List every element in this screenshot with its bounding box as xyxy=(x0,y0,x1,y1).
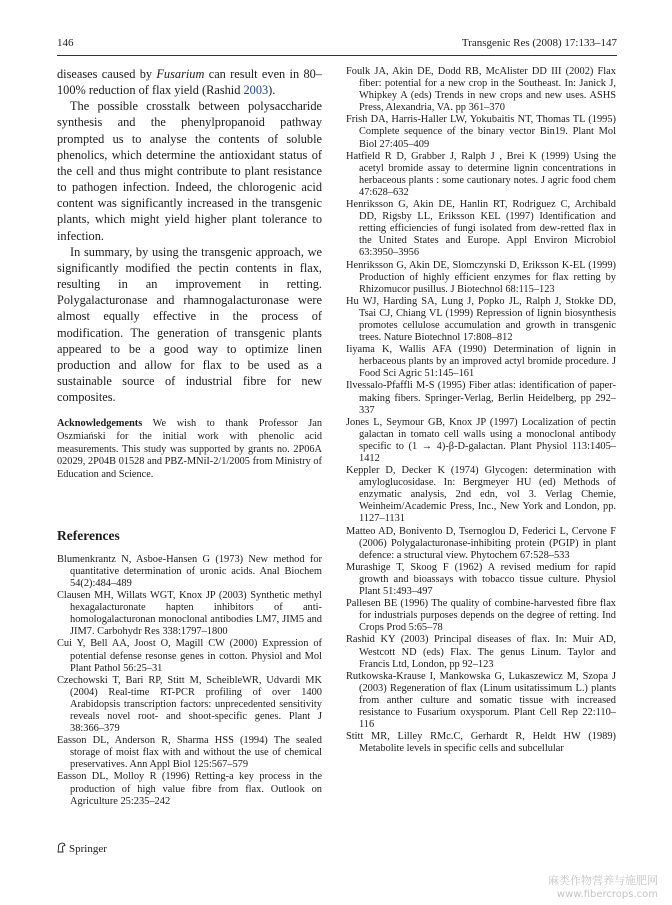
left-column xyxy=(57,66,322,808)
reference-item: Clausen MH, Willats WGT, Knox JP (2003) Synthetic methyl hexagalacturonate hapten inhibitors of anti-homologalacturonan monoclonal antibodies LM7, JIM5 and JIM7. Carbohydr Res 338:1797–1800 xyxy=(57,590,322,638)
page-number: 146 xyxy=(57,37,74,49)
reference-item: Keppler D, Decker K (1974) Glycogen: determination with amyloglucosidase. In: Bergmeyer HU (ed) Methods of enzymatic analysis, 2nd edn, vol 3. Verlag Chemie, Weinheim/Academic Press, Inc., New York and London, pp. 1127–1131 xyxy=(346,465,616,525)
paragraph-1: diseases caused by Fusarium can result even in 80–100% reduction of flax yield (Rashid 2003). xyxy=(57,67,323,98)
acknowledgements-text: We wish to thank Professor Jan Oszmiański for the initial work with phenolic acid measurements. This study was supported by grants no. 2P06A 02029, 2P04B 01528 and PBZ-MNiI-2/1/2005 from Ministry of Education and Science. xyxy=(57,418,322,481)
publisher-name: Springer xyxy=(69,843,107,855)
reference-item: Easson DL, Molloy R (1996) Retting-a key process in the production of high value fibre from flax. Outlook on Agriculture 25:235–242 xyxy=(57,771,322,807)
reference-item: Matteo AD, Bonivento D, Tsernoglou D, Federici L, Cervone F (2006) Polygalacturonase-inhibiting protein (PGIP) in plant defence: a structural view. Phytochem 67:528–533 xyxy=(346,525,616,561)
references-heading: References xyxy=(57,527,120,543)
reference-item: Hu WJ, Harding SA, Lung J, Popko JL, Ralph J, Stokke DD, Tsai CJ, Chiang VL (1999) Repression of lignin biosynthesis promotes cellulose accumulation and growth in transgenic trees. Nature Biotechnol 17:808–812 xyxy=(346,295,616,344)
references-list-left xyxy=(57,554,322,808)
reference-item: Iiyama K, Wallis AFA (1990) Determination of lignin in herbaceous plants by an improved actyl bromide procedure. J Food Sci Agric 51:145–161 xyxy=(346,344,616,380)
paragraph-2: The possible crosstalk between polysaccharide synthesis and the phenylpropanoid pathway prompted us to analyse the contents of soluble phenolics, which determine the antioxidant status of the cell and thus might contribute to plant resistance to pathogen infection. Indeed, the chlorogenic acid content was significantly increased in the transgenic plants, which might yield higher plant tolerance to infection. xyxy=(57,99,322,243)
paragraph-3: In summary, by using the transgenic approach, we significantly modified the pectin contents in flax, resulting in an improvement in retting. Polygalacturonase and rhamnogalacturonase were almost equally effective in the process of modification. The generation of transgenic plants appeared to be a good way to optimize linen production and allow for flax to be used as a sustainable source of industrial fibre for new composites. xyxy=(57,244,322,405)
references-list-right xyxy=(346,66,616,755)
reference-item: Jones L, Seymour GB, Knox JP (1997) Localization of pectin galactan in tomato cell walls using a monoclonal antibody specific to (1 → 4)-β-D-galactan. Plant Physiol 113:1405–1412 xyxy=(346,416,616,464)
springer-horse-logo-icon xyxy=(57,842,66,853)
reference-item: Czechowski T, Bari RP, Stitt M, ScheibleWR, Udvardi MK (2004) Real-time RT-PCR profiling of over 1400 Arabidopsis transcription factors: unprecedented sensitivity reveals novel root- and shoot-specific genes. Plant J 38:366–379 xyxy=(57,674,322,735)
reference-item: Frish DA, Harris-Haller LW, Yokubaitis NT, Thomas TL (1995) Complete sequence of the binary vector Bin19. Plant Mol Biol 27:405–409 xyxy=(346,114,616,150)
watermark-url: www.fibercrops.com xyxy=(556,889,658,900)
journal-citation: Transgenic Res (2008) 17:133–147 xyxy=(461,37,617,49)
reference-item: Rashid KY (2003) Principal diseases of flax. In: Muir AD, Westcott ND (eds) Flax. The genus Linum. Taylor and Francis Ltd, London, pp 92–123 xyxy=(346,634,616,670)
reference-item: Blumenkrantz N, Asboe-Hansen G (1973) New method for quantitative determination of uronic acids. Anal Biochem 54(2):484–489 xyxy=(57,553,322,589)
genus-name: Fusarium xyxy=(156,67,205,81)
reference-item: Ilvessalo-Pfaffli M-S (1995) Fiber atlas: identification of paper-making fibers. Springer-Verlag, Berlin Heidelberg, pp 292–337 xyxy=(346,380,616,416)
discussion-body xyxy=(57,66,322,482)
right-column xyxy=(346,66,616,755)
reference-item: Henriksson G, Akin DE, Hanlin RT, Rodriguez C, Archibald DD, Rigsby LL, Eriksson KEL (1997) Identification and retting efficiencies of fungi isolated from dew-retted flax in the United States and Europe. Appl Environ Microbiol 63:3950–3956 xyxy=(346,199,616,259)
reference-item: Rutkowska-Krause I, Mankowska G, Lukaszewicz M, Szopa J (2003) Regeneration of flax (Linum usitatissimum L.) plants from anther culture and somatic tissue with increased resistance to Fusarium oxysporum. Plant Cell Rep 22:110–116 xyxy=(346,670,616,731)
reference-item: Henriksson G, Akin DE, Slomczynski D, Eriksson K-EL (1999) Production of highly efficient enzymes for flax retting by Rhizomucor pusillus. J Biotechnol 68:115–123 xyxy=(346,259,616,295)
reference-item: Cui Y, Bell AA, Joost O, Magill CW (2000) Expression of potential defense resonse genes in cotton. Physiol and Mol Plant Pathol 56:25–31 xyxy=(57,638,322,674)
reference-item: Murashige T, Skoog F (1962) A revised medium for rapid growth and bioassays with tobacco tissue culture. Physiol Plant 51:493–497 xyxy=(346,561,616,598)
running-header xyxy=(57,37,617,53)
watermark-site-name: 麻类作物营养与施肥网 xyxy=(548,874,658,887)
reference-item: Foulk JA, Akin DE, Dodd RB, McAlister DD III (2002) Flax fiber: potential for a new crop in the Southeast. In: Janick J, Whipkey A (eds) Trends in new crops and new uses. ASHS Press, Alexandria, VA. pp 361–370 xyxy=(346,66,616,114)
citation-link[interactable]: 2003 xyxy=(243,83,269,98)
reference-item: Pallesen BE (1996) The quality of combine-harvested fibre flax for industrials purposes depends on the degree of retting. Ind Crops Prod 5:65–78 xyxy=(346,598,616,634)
reference-item: Stitt MR, Lilley RMc.C, Gerhardt R, Heldt HW (1989) Metabolite levels in specific cells and subcellular xyxy=(346,731,616,755)
footer xyxy=(57,842,107,855)
acknowledgements-label: Acknowledgements xyxy=(57,418,143,430)
reference-item: Hatfield R D, Grabber J, Ralph J , Brei K (1999) Using the acetyl bromide assay to determine lignin concentrations in herbaceous plants : some cautionary notes. J agric food chem 47:628–632 xyxy=(346,150,616,198)
header-rule xyxy=(57,55,617,56)
reference-item: Easson DL, Anderson R, Sharma HSS (1994) The sealed storage of moist flax with and without the use of chemical preservatives. Ann Appl Biol 125:567–579 xyxy=(57,735,322,771)
acknowledgements xyxy=(57,418,322,482)
